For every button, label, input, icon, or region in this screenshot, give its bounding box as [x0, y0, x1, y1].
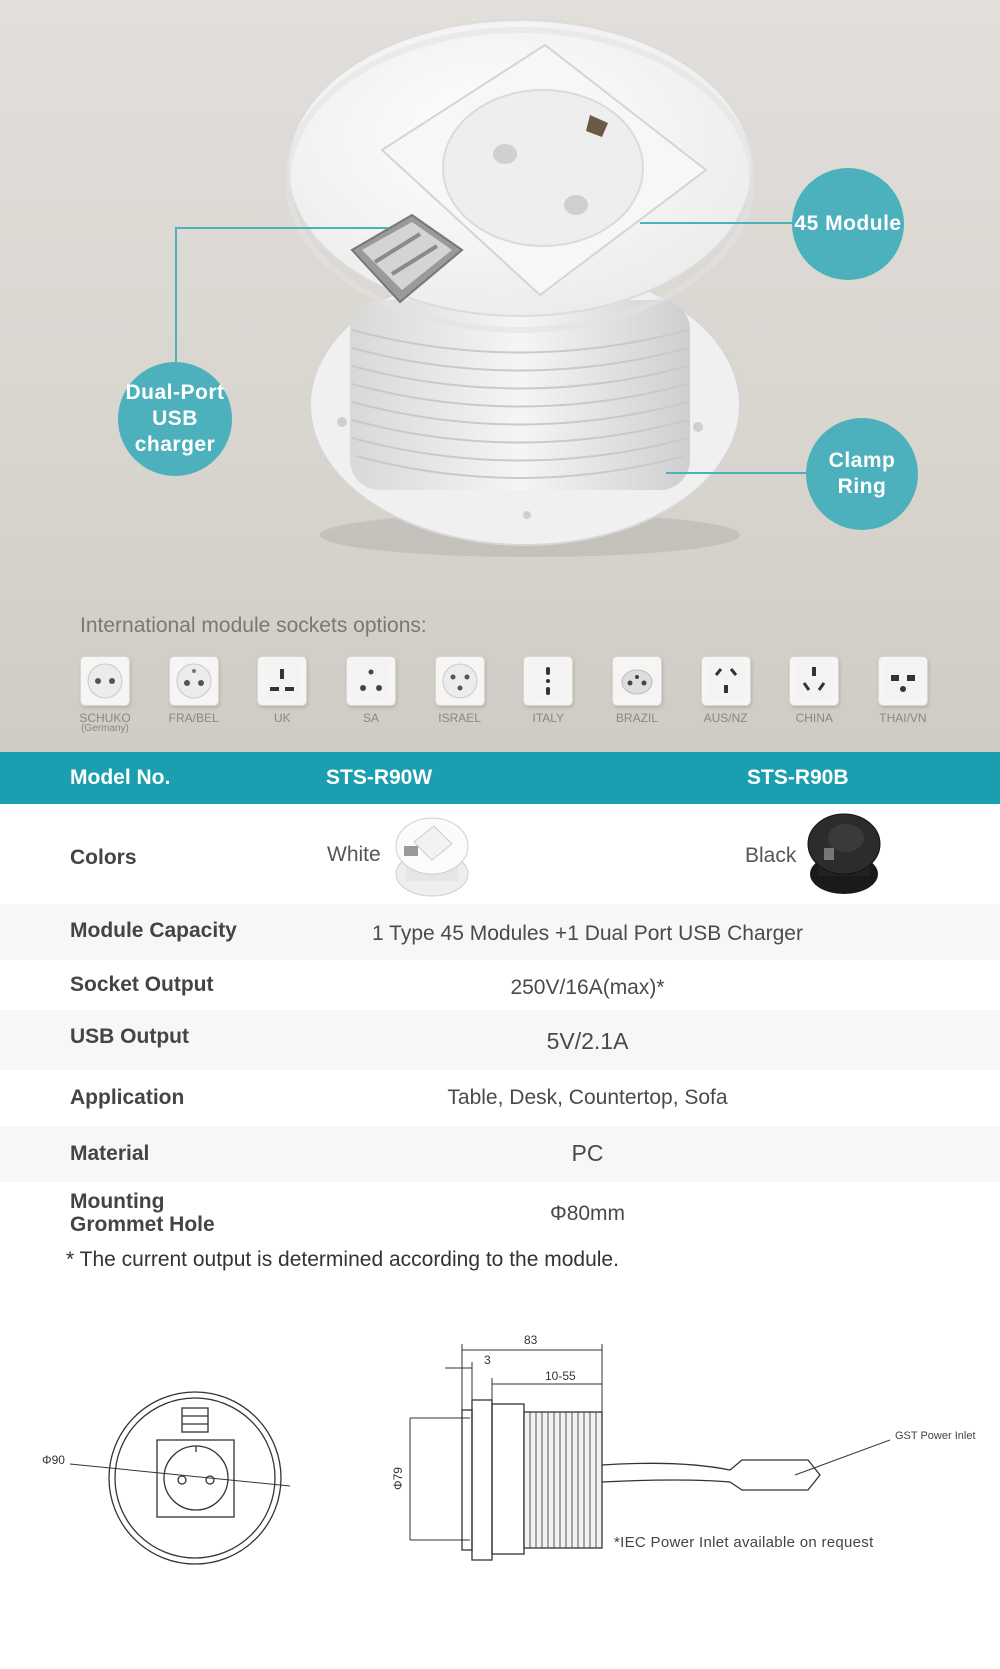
- header-model-white: STS-R90W: [326, 766, 433, 789]
- color-white-label: White: [327, 843, 381, 866]
- colors-row: [0, 804, 1000, 904]
- thai-vn-socket-icon: [878, 656, 928, 706]
- module-callout: [792, 168, 904, 280]
- spec-row-application: [0, 1070, 1000, 1126]
- italy-socket-icon: [523, 656, 573, 706]
- socket-option-thai-vn: [872, 656, 934, 734]
- spec-label: [70, 1190, 215, 1236]
- socket-option-sa: [340, 656, 402, 734]
- spec-row-usb-output: [0, 1010, 1000, 1070]
- socket-label: AUS/NZ: [703, 711, 748, 725]
- colors-label: Colors: [70, 846, 137, 869]
- socket-label: UK: [273, 711, 291, 725]
- spec-value: 1 Type 45 Modules +1 Dual Port USB Charger: [372, 922, 803, 945]
- socket-options-list: [74, 656, 934, 734]
- socket-label: CHINA: [795, 711, 833, 725]
- spec-row-material: [0, 1126, 1000, 1182]
- usb-charger-callout: [118, 362, 232, 476]
- spec-value: Table, Desk, Countertop, Sofa: [447, 1086, 728, 1109]
- socket-option-brazil: [606, 656, 668, 734]
- usb-callout-line1: Dual-Port: [125, 381, 225, 404]
- socket-label: SCHUKO: [79, 711, 131, 725]
- spec-row-module-capacity: [0, 904, 1000, 960]
- fra-bel-socket-icon: [169, 656, 219, 706]
- spec-row-socket-output: [0, 960, 1000, 1010]
- dim-10-55-label: 10-55: [545, 1369, 576, 1383]
- spec-value: 5V/2.1A: [546, 1028, 629, 1054]
- clamp-ring-callout: [806, 418, 918, 530]
- clamp-callout-label: Clamp Ring: [828, 449, 896, 498]
- header-model-no: Model No.: [70, 766, 171, 789]
- dim-3-label: 3: [484, 1353, 491, 1367]
- white-unit-thumbnail: [392, 812, 472, 904]
- dim-83-label: 83: [524, 1333, 538, 1347]
- header-model-black: STS-R90B: [747, 766, 849, 789]
- technical-drawings: [0, 1300, 1000, 1600]
- spec-value: 250V/16A(max)*: [510, 976, 665, 999]
- socket-option-fra-bel: [163, 656, 225, 734]
- module-callout-label: 45 Module: [794, 212, 902, 235]
- color-black-label: Black: [745, 844, 797, 867]
- sa-socket-icon: [346, 656, 396, 706]
- spec-value: PC: [571, 1140, 604, 1166]
- socket-label: BRAZIL: [615, 711, 658, 725]
- spec-label: Application: [70, 1086, 185, 1109]
- israel-socket-icon: [435, 656, 485, 706]
- side-view-drawing: [410, 1344, 890, 1560]
- socket-label: SA: [362, 711, 379, 725]
- socket-option-italy: [517, 656, 579, 734]
- spec-label: Module Capacity: [70, 919, 237, 942]
- spec-label: Material: [70, 1142, 150, 1165]
- uk-socket-icon: [257, 656, 307, 706]
- mounting-label-line2: Grommet Hole: [70, 1213, 215, 1236]
- iec-inlet-note: *IEC Power Inlet available on request: [614, 1534, 874, 1551]
- usb-callout-line3: charger: [134, 433, 216, 456]
- phi79-label: Φ79: [391, 1467, 405, 1490]
- socket-label: ITALY: [532, 711, 565, 725]
- socket-label: FRA/BEL: [168, 711, 219, 725]
- brazil-socket-icon: [612, 656, 662, 706]
- socket-option-china: [783, 656, 845, 734]
- socket-sublabel: (Germany): [81, 723, 129, 734]
- socket-label: ISRAEL: [438, 711, 481, 725]
- phi90-label: Φ90: [42, 1453, 65, 1467]
- product-hero: [0, 0, 1000, 752]
- aus-nz-socket-icon: [701, 656, 751, 706]
- mounting-label-line1: Mounting: [70, 1190, 165, 1213]
- socket-option-uk: [251, 656, 313, 734]
- intl-sockets-title: International module sockets options:: [80, 614, 427, 637]
- spec-row-mounting: [0, 1182, 1000, 1246]
- china-socket-icon: [789, 656, 839, 706]
- socket-label: THAI/VN: [879, 711, 927, 725]
- socket-option-israel: [429, 656, 491, 734]
- spec-label: USB Output: [70, 1025, 189, 1048]
- schuko-socket-icon: [80, 656, 130, 706]
- socket-option-aus-nz: [695, 656, 757, 734]
- socket-option-schuko: [74, 656, 136, 734]
- output-footnote: * The current output is determined according to the module.: [66, 1248, 619, 1271]
- front-view-drawing: [70, 1392, 290, 1564]
- gst-inlet-label: GST Power Inlet: [895, 1430, 976, 1442]
- usb-callout-line2: USB: [152, 407, 198, 430]
- spec-value: Φ80mm: [549, 1202, 626, 1225]
- spec-table-header: [0, 752, 1000, 804]
- black-unit-thumbnail: [804, 808, 884, 900]
- spec-label: Socket Output: [70, 973, 214, 996]
